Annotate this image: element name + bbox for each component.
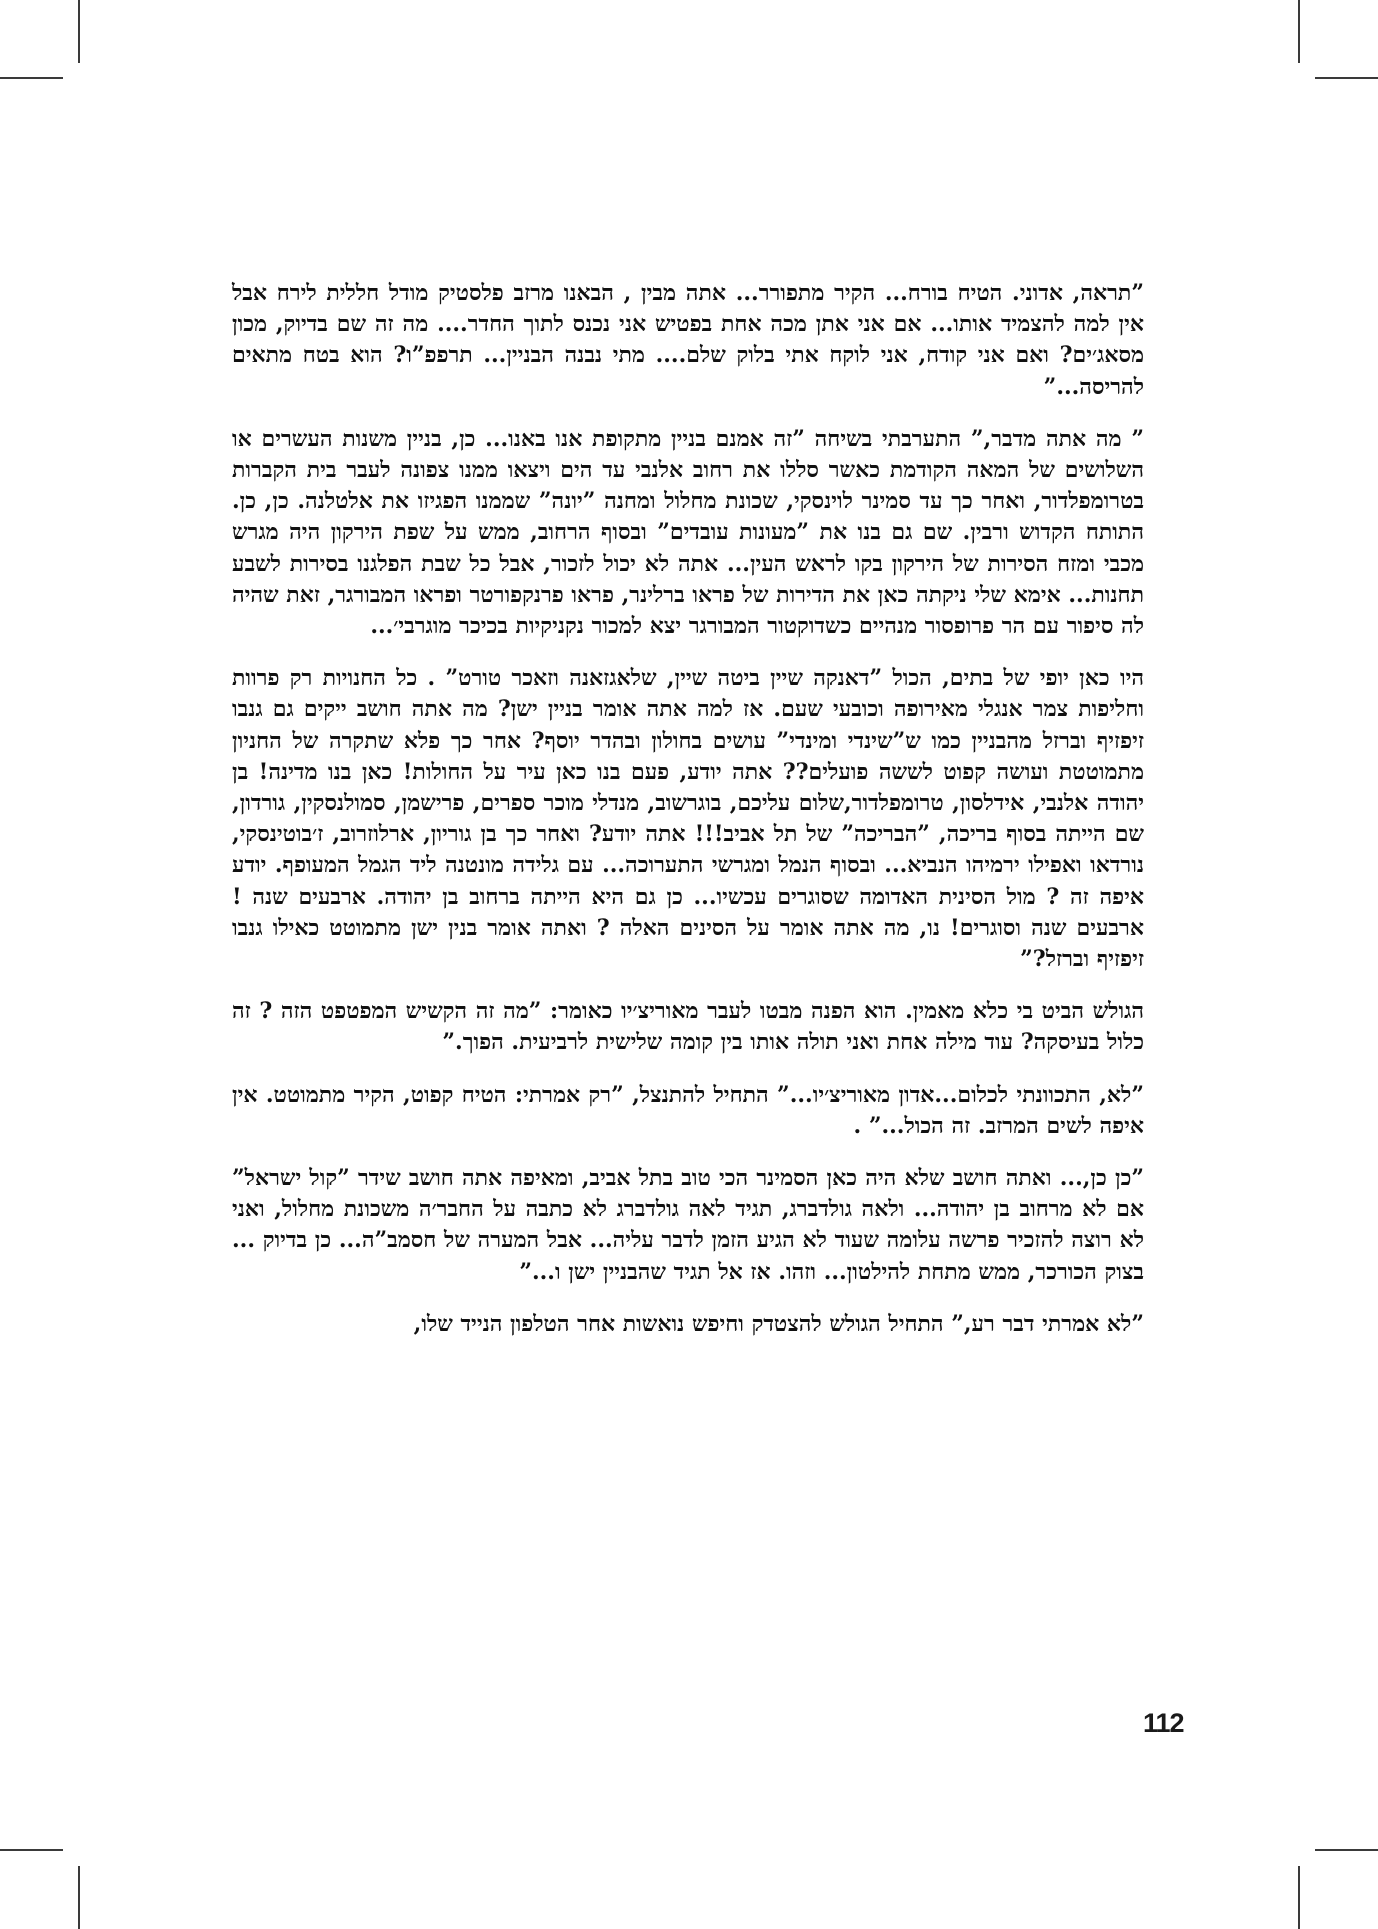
paragraph: הגולש הביט בי כלא מאמין. הוא הפנה מבטו לעבר מאוריצ׳יו כאומר: ”מה זה הקשיש המפטפט הזה ? זה כלול בעיסקה? עוד מילה אחת ואני תולה אותו בין קומה שלישית לרביעית. הפוך.” bbox=[232, 998, 1144, 1056]
crop-mark-bottom-right-horizontal bbox=[1315, 1849, 1378, 1851]
paragraph: ”לא אמרתי דבר רע,” התחיל הגולש להצטדק וחיפש נואשות אחר הטלפון הנייד שלו, bbox=[413, 1310, 1144, 1337]
crop-mark-bottom-left-horizontal bbox=[0, 1849, 63, 1851]
paragraph: ” מה אתה מדבר,” התערבתי בשיחה ”זה אמנם בניין מתקופת אנו באנו... כן, בניין משנות העשרים או השלושים של המאה הקודמת כאשר סללו את רחוב אלנבי עד הים ויצאו ממנו צפונה לעבר בית הקברות בטרומפלדור, ואחר כך עד סמינר לוינסקי, שכונת מחלול ומחנה ”יונה” שממנו הפגיזו את אלטלנה. כן, כן. התותח הקדוש ורבין. שם גם בנו את ”מעונות עובדים” ובסוף הרחוב, ממש על שפת הירקון היה מגרש מכבי ומזח הסירות של הירקון בקו לראש העין... אתה לא יכול לזכור, אבל כל שבת הפלגנו בסירות לשבע תחנות... אימא שלי ניקתה כאן את הדירות של פראו ברלינר, פראו פרנקפורטר ופראו המבורגר, זאת שהיה לה סיפור עם הר פרופסור מנהיים כשדוקטור המבורגר יצא למכור נקניקיות בכיכר מוגרבי׳... bbox=[231, 425, 1144, 640]
paragraph: ”לא, התכוונתי לכלום...אדון מאוריצ׳יו...” התחיל להתנצל, ”רק אמרתי: הטיח קפוט, הקיר מתמוטט. אין איפה לשים המרזב. זה הכול...” . bbox=[232, 1081, 1144, 1139]
paragraph: ”תראה, אדוני. הטיח בורח... הקיר מתפורר... אתה מבין , הבאנו מרזב פלסטיק מודל חללית לירח אבל אין למה להצמיד אותו... אם אני אתן מכה אחת בפטיש אני נכנס לתוך החדר.... מה זה שם בדיוק, מכון מסאג׳ים? ואם אני קודח, אני לוקח אתי בלוק שלם.... מתי נבנה הבניין... תרפפ”ו? הוא בטח מתאים להריסה...” bbox=[232, 280, 1144, 400]
crop-mark-top-right-horizontal bbox=[1315, 77, 1378, 79]
crop-mark-top-right-vertical bbox=[1298, 0, 1300, 63]
crop-mark-top-left-vertical bbox=[78, 0, 80, 63]
crop-mark-bottom-left-vertical bbox=[78, 1866, 80, 1929]
paragraph: ”כן כן,... ואתה חושב שלא היה כאן הסמינר הכי טוב בתל אביב, ומאיפה אתה חושב שידר ”קול ישראל” אם לא מרחוב בן יהודה... ולאה גולדברג, תגיד לאה גולדברג לא כתבה על החבר׳ה משכונת מחלול, ואני לא רוצה להזכיר פרשה עלומה שעוד לא הגיע הזמן לדבר עליה... אבל המערה של חסמב”ה... כן בדיוק ... בצוק הכורכר, ממש מתחת להילטון... וזהו. אז אל תגיד שהבניין ישן ו...” bbox=[232, 1165, 1144, 1285]
body-text bbox=[232, 278, 1144, 1361]
paragraph: היו כאן יופי של בתים, הכול ”דאנקה שיין ביטה שיין, שלאגזאנה וזאכר טורט” . כל החנויות רק פרוות וחליפות צמר אנגלי מאירופה וכובעי שעם. אז למה אתה אומר בניין ישן? מה אתה חושב ייקים גם גנבו זיפזיף וברזל מהבניין כמו ש”שינדי ומינדי” עושים בחולון ובהדר יוסף? אחר כך פלא שתקרה של החניון מתמוטטת ועושה קפוט לששה פועלים?? אתה יודע, פעם בנו כאן עיר על החולות! כאן בנו מדינה! בן יהודה אלנבי, אידלסון, טרומפלדור,שלום עליכם, בוגרשוב, מנדלי מוכר ספרים, פרישמן, סמולנסקין, גורדון, שם הייתה בסוף בריכה, ”הבריכה” של תל אביב!!! אתה יודע? ואחר כך בן גוריון, ארלוזרוב, ז׳בוטינסקי, נורדאו ואפילו ירמיהו הנביא... ובסוף הנמל ומגרשי התערוכה... עם גלידה מונטנה ליד הגמל המעופף. יודע איפה זה ? מול הסינית האדומה שסוגרים עכשיו... כן גם היא הייתה ברחוב בן יהודה. ארבעים שנה ! ארבעים שנה וסוגרים! נו, מה אתה אומר על הסינים האלה ? ואתה אומר בנין ישן מתמוטט כאילו גנבו זיפזיף וברזל?” bbox=[232, 665, 1144, 973]
crop-mark-top-left-horizontal bbox=[0, 77, 63, 79]
crop-mark-bottom-right-vertical bbox=[1298, 1866, 1300, 1929]
page-number: 112 bbox=[1143, 1708, 1184, 1738]
